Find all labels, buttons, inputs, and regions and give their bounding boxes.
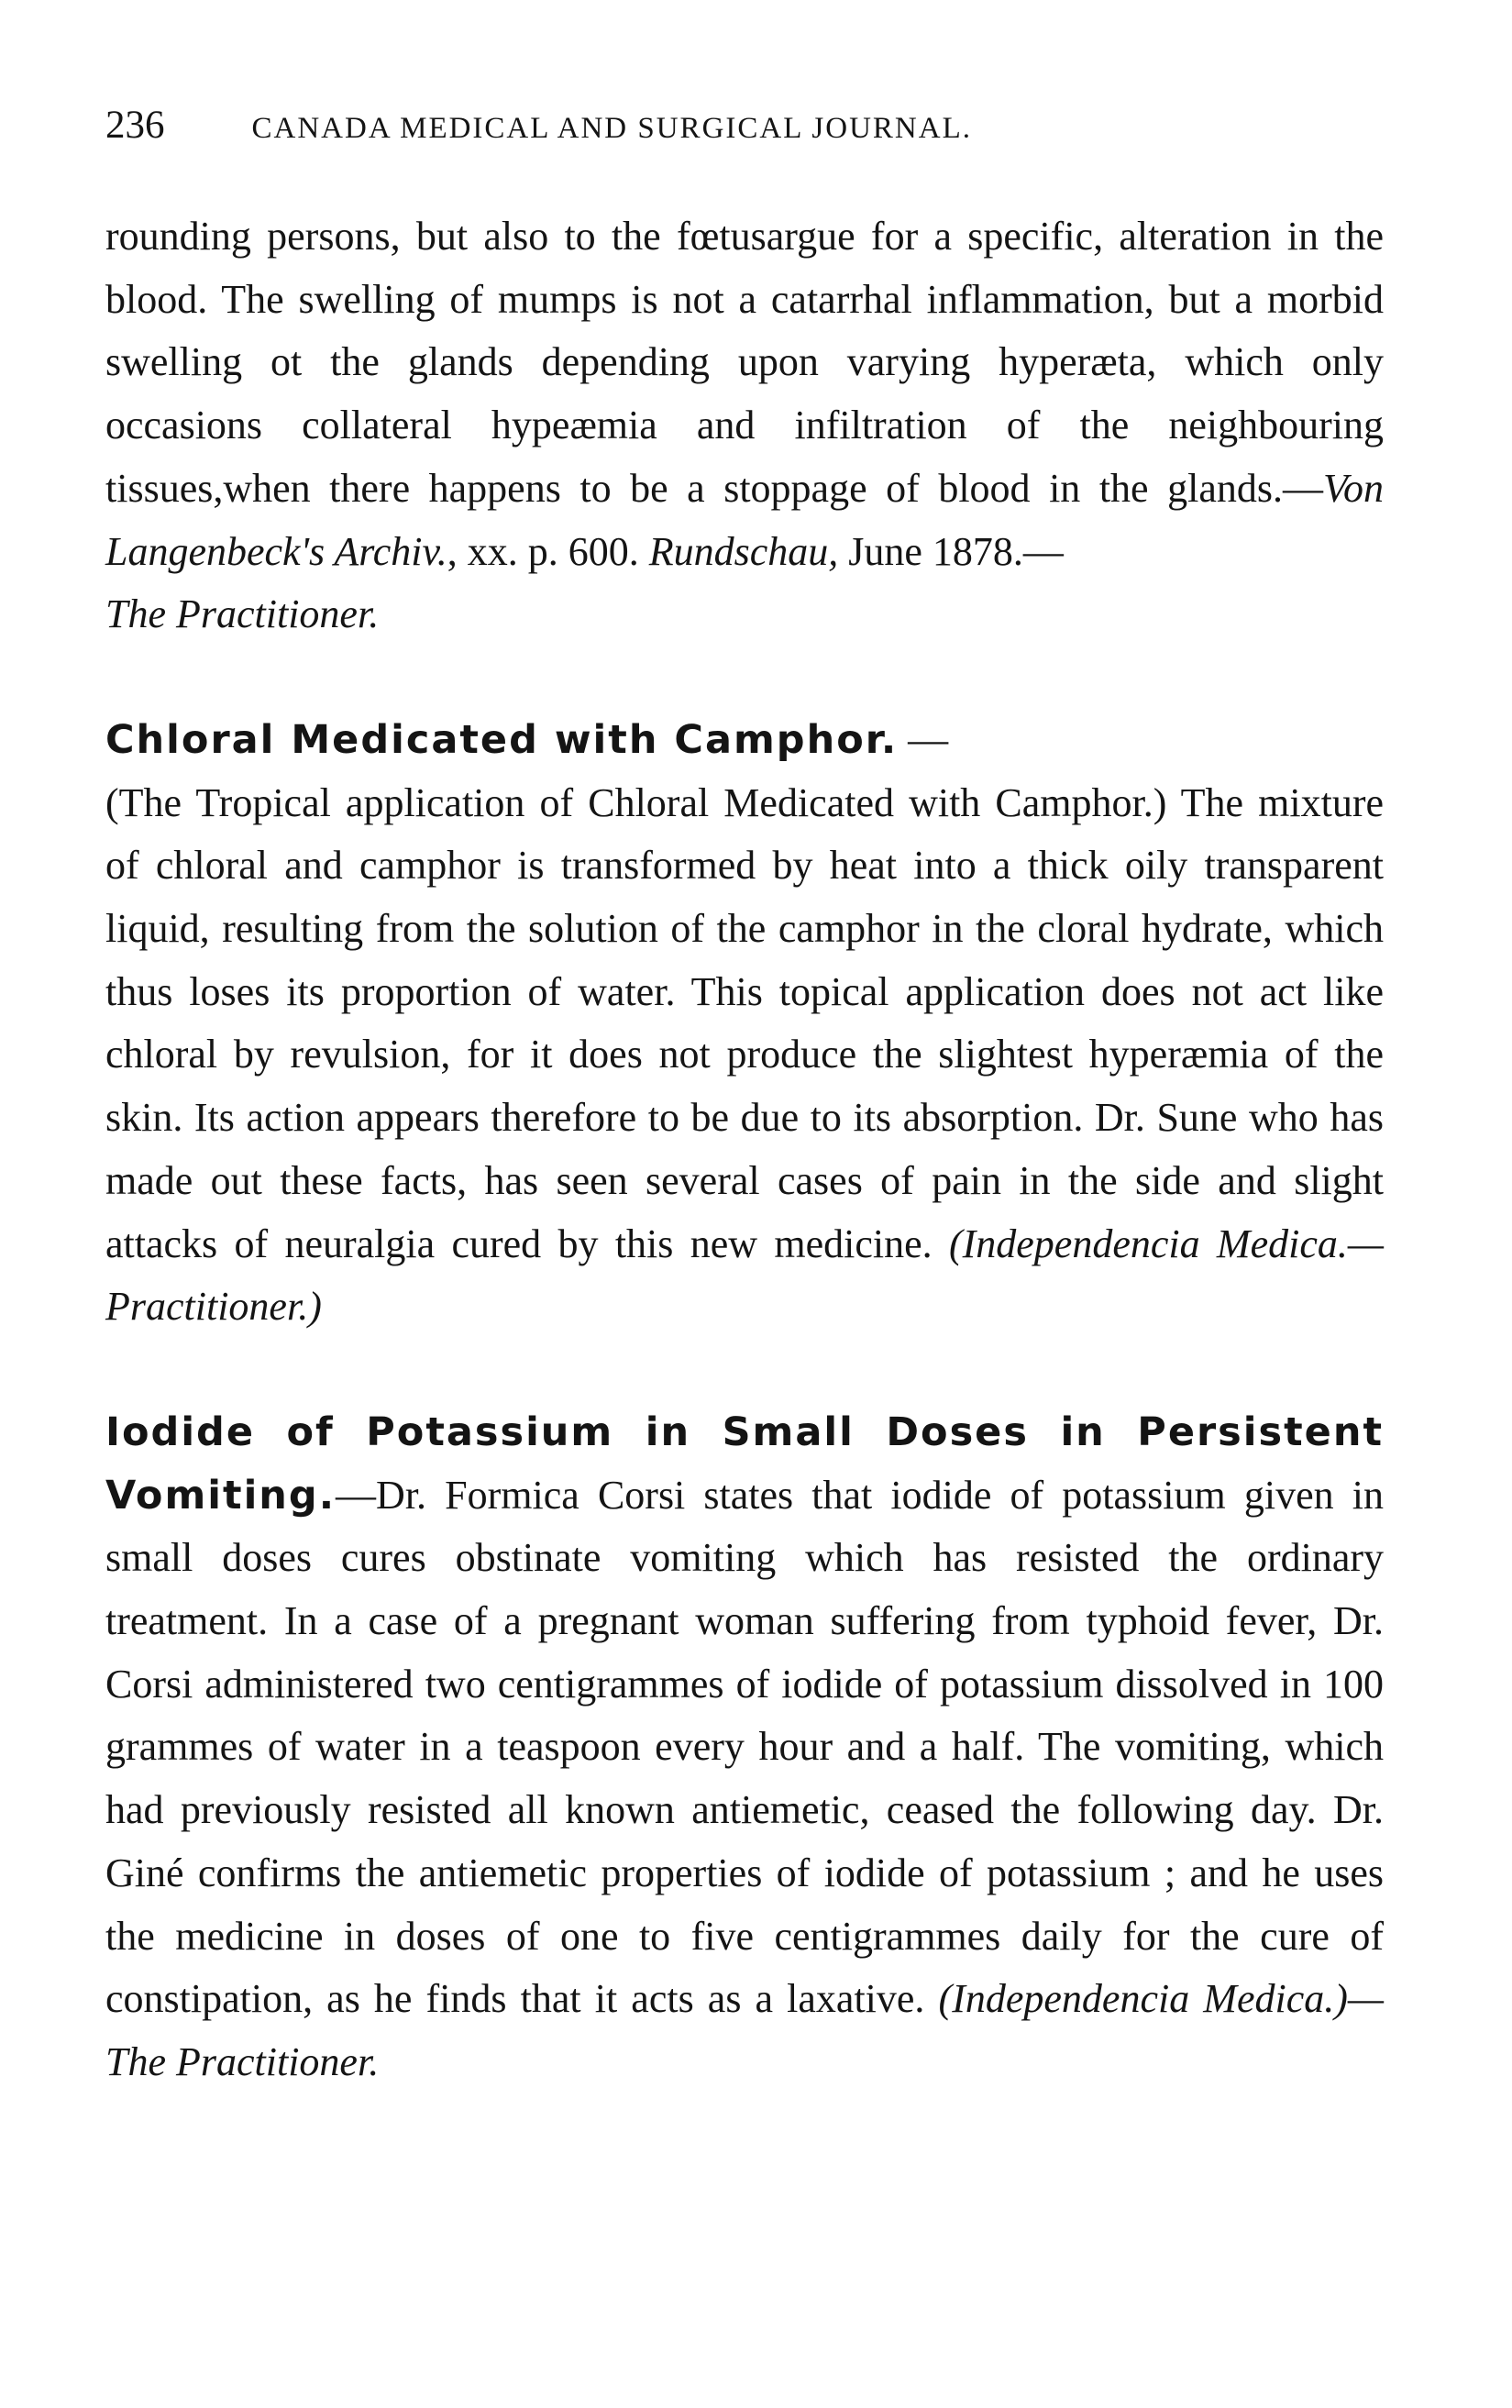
heading-chloral-camphor: Chloral Medicated with Camphor. xyxy=(105,716,899,763)
article-mumps-continuation xyxy=(105,205,1384,646)
citation-date: June 1878.— xyxy=(838,528,1064,574)
citation-the-practitioner: —The Practitioner. xyxy=(105,1976,1385,2084)
journal-title: CANADA MEDICAL AND SURGICAL JOURNAL. xyxy=(251,112,972,145)
page-number: 236 xyxy=(105,104,165,147)
article-iodide-text: —Dr. Formica Corsi states that iodide of potassium given in small doses cures obstinate vomiting which has resisted the ordinary treatment. In a case of a pregnant woman suffering from typhoid fever, Dr. Corsi administered two centigrammes of iodide of potassium dissolved in 100 grammes of water in a teaspoon every hour and a half. The vomiting, which had previously resisted all known antiemetic, ceased the following day. Dr. Giné confirms the antiemetic properties of iodide of potassium ; and he uses the medicine in doses of one to five centigrammes daily for the cure of constipation, as he finds that it acts as a laxative. xyxy=(105,1472,1384,2022)
citation-independencia: (Independencia Medica.) xyxy=(938,1976,1348,2022)
article-iodide xyxy=(105,1401,1384,2094)
citation-archiv: Von Langenbeck's Archiv. xyxy=(105,465,1384,574)
citation-practitioner: The Practitioner. xyxy=(105,591,380,637)
article-chloral xyxy=(105,709,1384,1339)
article-chloral-text: (The Tropical application of Chloral Medicated with Camphor.) The mixture of chloral and camphor is transformed by heat into a thick oily transparent liquid, resulting from the solution of the camphor in the cloral hydrate, which thus loses its proportion of water. This topical application does not act like chloral by revulsion, for it does not produce the slightest hyperæmia of the skin. Its action appears therefore to be due to its absorption. Dr. Sune who has made out these facts, has seen several cases of pain in the side and slight attacks of neuralgia cured by this new medicine. xyxy=(105,779,1384,1266)
heading-iodide-potassium: Iodide of Potassium in Small Doses in Persistent Vomiting. xyxy=(105,1408,1384,1519)
citation-volume: , xx. p. 600. xyxy=(447,528,649,574)
citation-independencia-practitioner: (Independencia Medica.—Practitioner.) xyxy=(105,1221,1384,1330)
article-mumps-text: rounding persons, but also to the fœtusargue for a specific, alteration in the blood. The swelling of mumps is not a catarrhal inflammation, but a morbid swelling ot the glands depending upon varying hyperæta, which only occasions collateral hypeæmia and infiltration of the neighbouring tissues,when there happens to be a stoppage of blood in the glands.— xyxy=(105,214,1384,511)
citation-rundschau: Rundschau, xyxy=(648,528,839,574)
running-head xyxy=(105,103,1384,167)
heading-dash: — xyxy=(898,716,949,762)
